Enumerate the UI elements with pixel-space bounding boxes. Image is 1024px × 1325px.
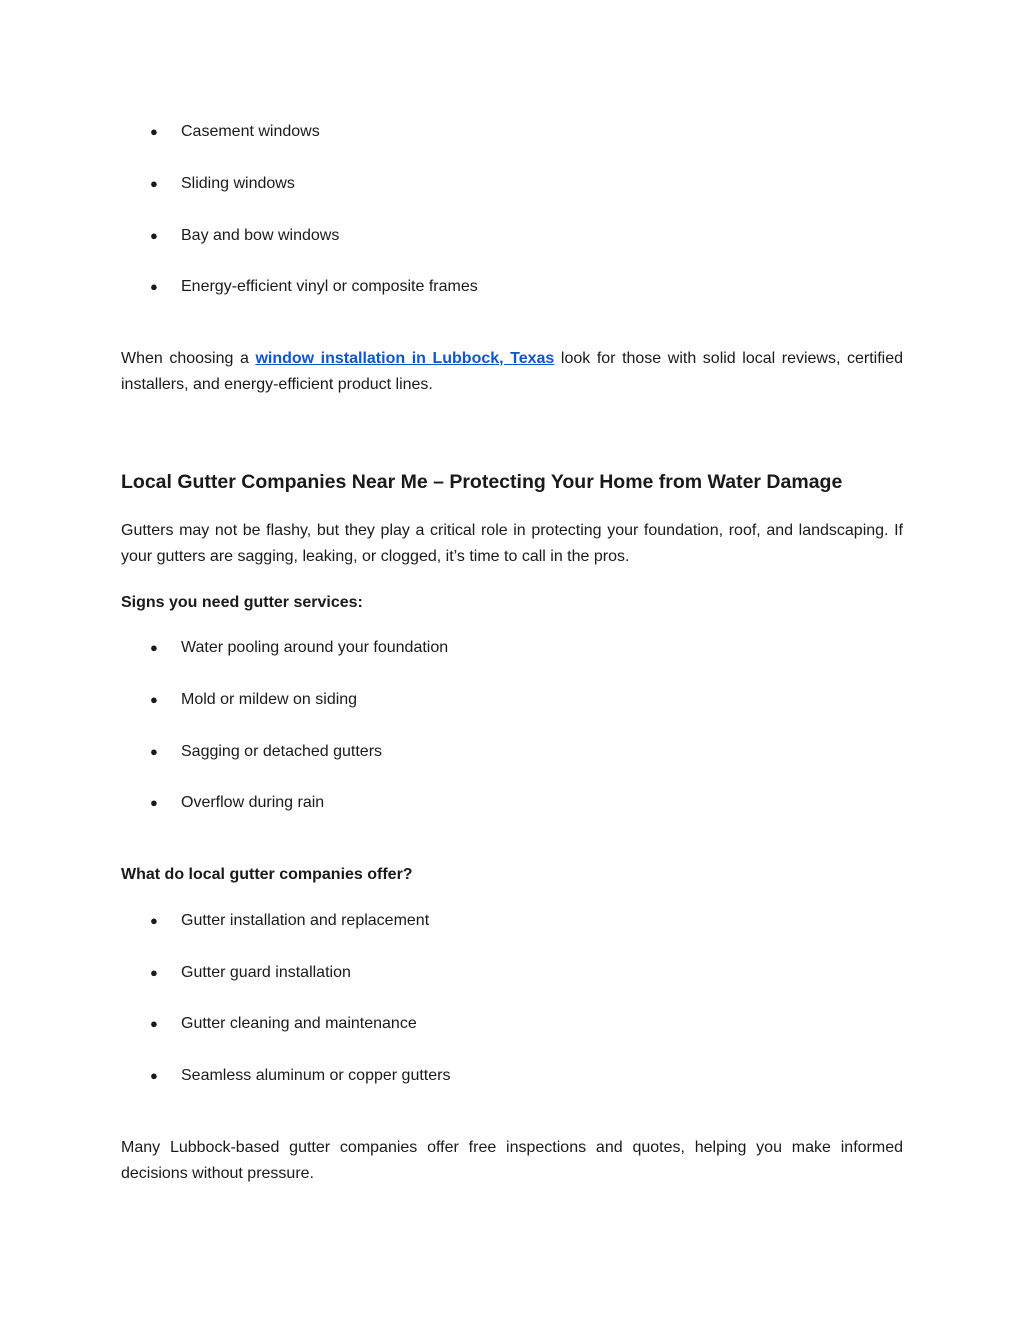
- list-item-text: Gutter installation and replacement: [181, 912, 430, 929]
- list-item: [0, 960, 1024, 986]
- list-item-text: Energy-efficient vinyl or composite frames: [181, 278, 478, 295]
- bullet-icon: ●: [150, 913, 158, 928]
- list-item-text: Seamless aluminum or copper gutters: [181, 1067, 451, 1084]
- list-item: [0, 1011, 1024, 1037]
- list-item-text: Gutter cleaning and maintenance: [181, 1015, 417, 1032]
- list-item: [0, 1063, 1024, 1089]
- paragraph-windows: [121, 346, 903, 398]
- bullet-icon: ●: [150, 1016, 158, 1031]
- subheading-offers: What do local gutter companies offer?: [121, 866, 413, 883]
- list-item-text: Gutter guard installation: [181, 964, 351, 981]
- list-item: [0, 790, 1024, 816]
- bullet-icon: ●: [150, 124, 158, 139]
- list-item-text: Sliding windows: [181, 175, 295, 192]
- section-heading: Local Gutter Companies Near Me – Protecting Your Home from Water Damage: [121, 471, 843, 493]
- list-item: [0, 119, 1024, 145]
- list-item: [0, 635, 1024, 661]
- paragraph-closing: Many Lubbock-based gutter companies offer free inspections and quotes, helping you make informed decisions without pressure.: [121, 1139, 903, 1182]
- bullet-icon: ●: [150, 692, 158, 707]
- paragraph-gutter: Gutters may not be flashy, but they play a critical role in protecting your foundation, roof, and landscaping. If your gutters are sagging, leaking, or clogged, it’s time to call in the pros.: [121, 522, 903, 565]
- paragraph-text: look for those with solid local reviews, certified installers, and energy-efficient product lines.: [121, 350, 904, 393]
- list-item-text: Casement windows: [181, 123, 320, 140]
- list-item: [0, 223, 1024, 249]
- list-item-text: Mold or mildew on siding: [181, 691, 358, 708]
- bullet-icon: ●: [150, 640, 158, 655]
- list-item-text: Overflow during rain: [181, 794, 325, 811]
- list-item-text: Bay and bow windows: [181, 227, 340, 244]
- bullet-icon: ●: [150, 279, 158, 294]
- list-item: [0, 908, 1024, 934]
- list-item-text: Water pooling around your foundation: [181, 639, 449, 656]
- list-item: [0, 274, 1024, 300]
- bullet-icon: ●: [150, 176, 158, 191]
- bullet-icon: ●: [150, 795, 158, 810]
- list-item: [0, 171, 1024, 197]
- bullet-icon: ●: [150, 228, 158, 243]
- bullet-icon: ●: [150, 744, 158, 759]
- bullet-icon: ●: [150, 1068, 158, 1083]
- list-item-text: Sagging or detached gutters: [181, 743, 383, 760]
- paragraph-text: When choosing a: [121, 350, 256, 367]
- list-item: [0, 687, 1024, 713]
- window-installation-link[interactable]: window installation in Lubbock, Texas: [255, 350, 555, 367]
- list-item: [0, 739, 1024, 765]
- subheading-signs: Signs you need gutter services:: [121, 594, 363, 611]
- bullet-icon: ●: [150, 965, 158, 980]
